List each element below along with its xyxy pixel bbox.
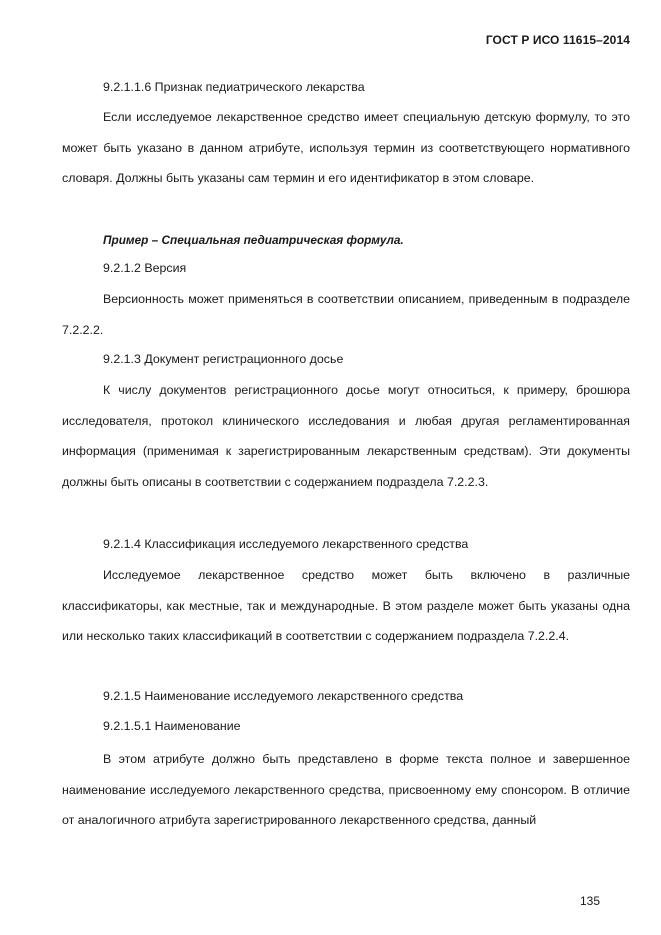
section-heading-9-2-1-5-1: 9.2.1.5.1 Наименование — [103, 719, 241, 733]
paragraph-versioning: Версионность может применяться в соответствии описанием, приведенным в подразделе 7.2.2.2. — [62, 292, 630, 337]
paragraph-pediatric-formula: Если исследуемое лекарственное средство имеет специальную детскую формулу, то это может быть указано в данном атрибуте, используя термин из соответствующего нормативного словаря. Должны быть указаны сам термин и его идентификатор в этом словаре. — [62, 110, 630, 185]
paragraph-registration-dossier: К числу документов регистрационного досье могут относиться, к примеру, брошюра исследователя, протокол клинического исследования и любая другая регламентированная информация (применимая к зарегистрированным лекарственным средствам). Эти документы должны быть описаны в соответствии с содержанием подраздела 7.2.2.3. — [62, 383, 630, 489]
section-heading-9-2-1-1-6: 9.2.1.1.6 Признак педиатрического лекарства — [103, 80, 365, 94]
section-heading-9-2-1-3: 9.2.1.3 Документ регистрационного досье — [103, 352, 344, 366]
paragraph-name: В этом атрибуте должно быть представлено в форме текста полное и завершенное наименование исследуемого лекарственного средства, присвоенному ему спонсором. В отличие от аналогичного атрибута зарегистрированного лекарственного средства, данный — [62, 752, 630, 827]
section-heading-9-2-1-2: 9.2.1.2 Версия — [103, 261, 187, 275]
paragraph-classification: Исследуемое лекарственное средство может быть включено в различные классификаторы, как местные, так и международные. В этом разделе может быть указаны одна или несколько таких классификаций в соответствии с содержанием подраздела 7.2.2.4. — [62, 568, 630, 643]
document-header: ГОСТ Р ИСО 11615–2014 — [485, 33, 630, 47]
page-number: 135 — [579, 894, 600, 908]
example-note: Пример – Специальная педиатрическая формула. — [103, 233, 404, 247]
section-heading-9-2-1-4: 9.2.1.4 Классификация исследуемого лекарственного средства — [103, 537, 469, 551]
section-heading-9-2-1-5: 9.2.1.5 Наименование исследуемого лекарственного средства — [103, 689, 464, 703]
